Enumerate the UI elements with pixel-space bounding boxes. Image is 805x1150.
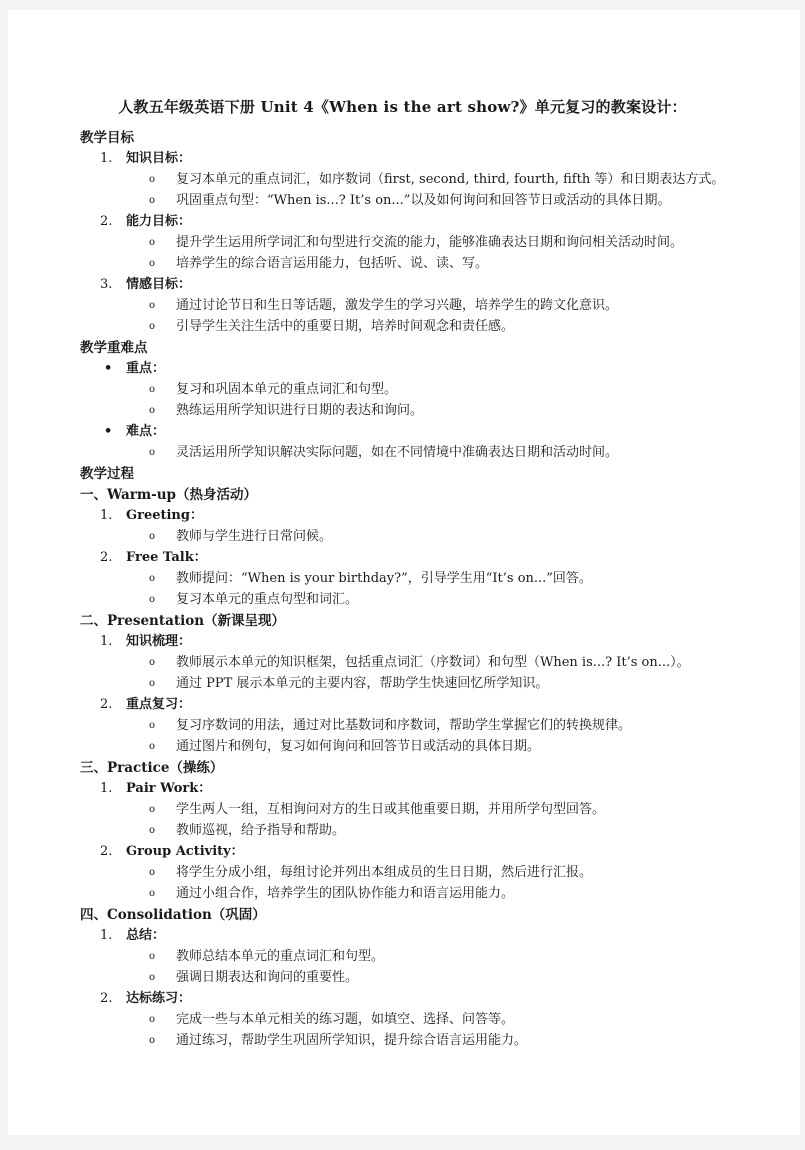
goal-label: 情感目标： <box>126 277 192 292</box>
circle-bullet-icon: o <box>149 531 156 542</box>
goal-label: 能力目标： <box>126 214 192 229</box>
keypoint-item: 熟练运用所学知识进行日期的表达和询问。 <box>176 403 424 418</box>
step-item: 教师提问：“When is your birthday?”，引导学生用“It’s on...”回答。 <box>176 571 592 586</box>
bullet-icon: • <box>104 361 113 376</box>
step-item: 通过小组合作，培养学生的团队协作能力和语言运用能力。 <box>176 886 515 901</box>
circle-bullet-icon: o <box>149 972 156 983</box>
list-number: 1. <box>100 781 113 796</box>
step-item: 教师总结本单元的重点词汇和句型。 <box>176 949 385 964</box>
circle-bullet-icon: o <box>149 573 156 584</box>
stage-heading: 二、Presentation（新课呈现） <box>80 613 286 629</box>
document-title: 人教五年级英语下册 Unit 4《When is the art show?》单元复习的教案设计： <box>118 98 687 116</box>
circle-bullet-icon: o <box>149 447 156 458</box>
circle-bullet-icon: o <box>149 867 156 878</box>
circle-bullet-icon: o <box>149 825 156 836</box>
step-label: 达标练习： <box>126 991 192 1006</box>
step-label: 重点复习： <box>126 697 192 712</box>
list-number: 1. <box>100 508 113 523</box>
step-label: Group Activity： <box>126 844 244 859</box>
step-item: 学生两人一组，互相询问对方的生日或其他重要日期，并用所学句型回答。 <box>176 802 606 817</box>
circle-bullet-icon: o <box>149 594 156 605</box>
list-number: 2. <box>100 991 113 1006</box>
goal-item: 培养学生的综合语言运用能力，包括听、说、读、写。 <box>176 256 489 271</box>
stage-heading: 四、Consolidation（巩固） <box>80 907 266 923</box>
step-item: 强调日期表达和询问的重要性。 <box>176 970 359 985</box>
step-item: 复习序数词的用法，通过对比基数词和序数词，帮助学生掌握它们的转换规律。 <box>176 718 632 733</box>
section-heading-keypoints: 教学重难点 <box>80 340 148 356</box>
step-item: 通过练习，帮助学生巩固所学知识，提升综合语言运用能力。 <box>176 1033 528 1048</box>
step-item: 通过 PPT 展示本单元的主要内容，帮助学生快速回忆所学知识。 <box>176 676 549 691</box>
step-item: 将学生分成小组，每组讨论并列出本组成员的生日日期，然后进行汇报。 <box>176 865 593 880</box>
list-number: 2. <box>100 550 113 565</box>
goal-item: 引导学生关注生活中的重要日期，培养时间观念和责任感。 <box>176 319 515 334</box>
circle-bullet-icon: o <box>149 1014 156 1025</box>
circle-bullet-icon: o <box>149 174 156 185</box>
step-label: Greeting： <box>126 508 203 523</box>
list-number: 3. <box>100 277 113 292</box>
circle-bullet-icon: o <box>149 384 156 395</box>
circle-bullet-icon: o <box>149 321 156 332</box>
stage-heading: 三、Practice（操练） <box>80 760 224 776</box>
goal-label: 知识目标： <box>126 151 192 166</box>
step-label: 知识梳理： <box>126 634 192 649</box>
circle-bullet-icon: o <box>149 300 156 311</box>
list-number: 1. <box>100 928 113 943</box>
circle-bullet-icon: o <box>149 741 156 752</box>
circle-bullet-icon: o <box>149 720 156 731</box>
bullet-icon: • <box>104 424 113 439</box>
list-number: 1. <box>100 151 113 166</box>
goal-item: 复习本单元的重点词汇，如序数词（first, second, third, fourth, fifth 等）和日期表达方式。 <box>176 172 725 187</box>
goal-item: 提升学生运用所学词汇和句型进行交流的能力，能够准确表达日期和询问相关活动时间。 <box>176 235 684 250</box>
step-label: Free Talk： <box>126 550 207 565</box>
circle-bullet-icon: o <box>149 237 156 248</box>
section-heading-process: 教学过程 <box>80 466 134 482</box>
step-item: 复习本单元的重点句型和词汇。 <box>176 592 359 607</box>
step-label: 总结： <box>126 928 166 943</box>
circle-bullet-icon: o <box>149 1035 156 1046</box>
goal-item: 通过讨论节日和生日等话题，激发学生的学习兴趣，培养学生的跨文化意识。 <box>176 298 619 313</box>
list-number: 2. <box>100 844 113 859</box>
keypoint-item: 灵活运用所学知识解决实际问题，如在不同情境中准确表达日期和活动时间。 <box>176 445 619 460</box>
step-item: 教师与学生进行日常问候。 <box>176 529 333 544</box>
step-item: 完成一些与本单元相关的练习题，如填空、选择、问答等。 <box>176 1012 515 1027</box>
keypoint-label: 重点： <box>126 361 166 376</box>
circle-bullet-icon: o <box>149 258 156 269</box>
list-number: 2. <box>100 214 113 229</box>
list-number: 2. <box>100 697 113 712</box>
list-number: 1. <box>100 634 113 649</box>
step-item: 教师展示本单元的知识框架，包括重点词汇（序数词）和句型（When is...? It’s on...）。 <box>176 655 690 670</box>
circle-bullet-icon: o <box>149 657 156 668</box>
circle-bullet-icon: o <box>149 888 156 899</box>
circle-bullet-icon: o <box>149 951 156 962</box>
stage-heading: 一、Warm-up（热身活动） <box>80 487 257 503</box>
circle-bullet-icon: o <box>149 804 156 815</box>
section-heading-goals: 教学目标 <box>80 130 134 146</box>
goal-item: 巩固重点句型：“When is...? It’s on...”以及如何询问和回答节日或活动的具体日期。 <box>176 193 671 208</box>
keypoint-item: 复习和巩固本单元的重点词汇和句型。 <box>176 382 398 397</box>
step-item: 教师巡视，给予指导和帮助。 <box>176 823 346 838</box>
circle-bullet-icon: o <box>149 195 156 206</box>
circle-bullet-icon: o <box>149 678 156 689</box>
circle-bullet-icon: o <box>149 405 156 416</box>
step-item: 通过图片和例句，复习如何询问和回答节日或活动的具体日期。 <box>176 739 541 754</box>
step-label: Pair Work： <box>126 781 212 796</box>
keypoint-label: 难点： <box>126 424 166 439</box>
